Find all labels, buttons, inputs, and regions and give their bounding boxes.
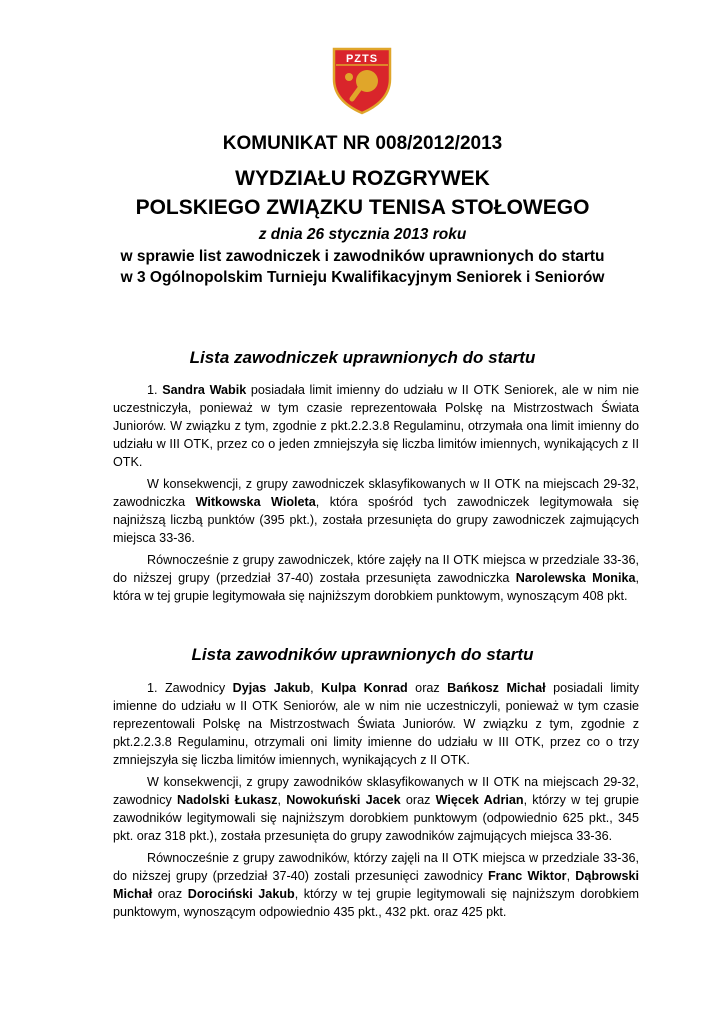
player-name: Dorociński Jakub [187,887,295,901]
men-paragraph-3: Równocześnie z grupy zawodników, którzy zajęli na II OTK miejsca w przedziale 33-36, do niższej grupy (przedział 37-40) zostali przesunięci zawodnicy Franc Wiktor, Dąbrowski Michał oraz Dorociński Jakub, którzy w tej grupie legitymowali się najniższym dorobkiem punktowym, wynoszącym odpowiednio 435 pkt., 432 pkt. oraz 425 pkt. [113,851,640,919]
men-section-title: Lista zawodników uprawnionych do startu [191,645,534,664]
player-name: Sandra Wabik [162,383,247,397]
player-name: Franc Wiktor [487,869,567,883]
women-paragraph-2: W konsekwencji, z grupy zawodniczek sklasyfikowanych w II OTK na miejscach 29-32, zawodniczka Witkowska Wioleta, która spośród tych zawodniczek legitymowała się najniższą liczbą punktów (395 pkt.), została przesunięta do grupy zawodniczek zajmujących miejsca 33-36. [113,477,639,545]
association-title: POLSKIEGO ZWIĄZKU TENISA STOŁOWEGO [135,196,590,219]
logo-text: PZTS [345,53,379,65]
men-paragraph-1: 1. Zawodnicy Dyjas Jakub, Kulpa Konrad oraz Bańkosz Michał posiadali limity imienne do udziału w II OTK Seniorów, ale w nim nie uczestniczyli, ponieważ w tym czasie reprezentowali Polskę na Mistrzostwach Świata Juniorów. W związku z tym, zgodnie z pkt.2.2.3.8 Regulaminu, otrzymali oni limity imienne do udziału w III OTK, przez co o trzy zmniejszyła się liczba limitów imiennych, wynikających z II OTK. [113,681,639,767]
subject-line-2: w 3 Ogólnopolskim Turnieju Kwalifikacyjnym Seniorek i Seniorów [120,269,605,286]
women-paragraph-1: 1. Sandra Wabik posiadała limit imienny do udziału w II OTK Seniorek, ale w nim nie uczestniczyła, ponieważ w tym czasie reprezentowała Polskę na Mistrzostwach Świata Juniorów. W związku z tym, zgodnie z pkt.2.2.3.8 Regulaminu, otrzymała ona limit imienny do udziału w III OTK, przez co o jeden zmniejszyła się liczba limitów imiennych, wynikających z II OTK. [113,383,639,469]
player-name: Kulpa Konrad [321,681,408,695]
women-paragraph-3: Równocześnie z grupy zawodniczek, które zajęły na II OTK miejsca w przedziale 33-36, do niższej grupy (przedział 37-40) została przesunięta zawodniczka Narolewska Monika, która w tej grupie legitymowała się najniższym dorobkiem punktowym, wynoszącym 408 pkt. [113,553,640,603]
player-name: Dąbrowski Michał [113,869,639,901]
communique-number: KOMUNIKAT NR 008/2012/2013 [222,133,503,154]
logo-ball-icon [345,73,353,81]
player-name: Więcek Adrian [435,793,524,807]
communique-date: z dnia 26 stycznia 2013 roku [258,226,467,243]
player-name: Bańkosz Michał [447,681,546,695]
player-name: Witkowska Wioleta [195,495,316,509]
women-section-title: Lista zawodniczek uprawnionych do startu [189,348,536,367]
player-name: Nowokuński Jacek [286,793,401,807]
men-section-body [113,679,639,925]
men-paragraph-2: W konsekwencji, z grupy zawodników sklasyfikowanych w II OTK na miejscach 29-32, zawodnicy Nadolski Łukasz, Nowokuński Jacek oraz Więcek Adrian, którzy w tej grupie zawodników legitymowali się najniższym dorobkiem punktowym (odpowiednio 625 pkt., 345 pkt. oraz 318 pkt.), została przesunięta do grupy zawodników zajmujących miejsca 33-36. [113,775,639,843]
subject-line-1: w sprawie list zawodniczek i zawodników uprawnionych do startu [120,248,605,265]
pzts-logo [330,45,394,115]
player-name: Nadolski Łukasz [177,793,278,807]
women-section-body [113,381,639,609]
player-name: Dyjas Jakub [232,681,311,695]
department-title: WYDZIAŁU ROZGRYWEK [235,167,490,190]
player-name: Narolewska Monika [515,571,636,585]
